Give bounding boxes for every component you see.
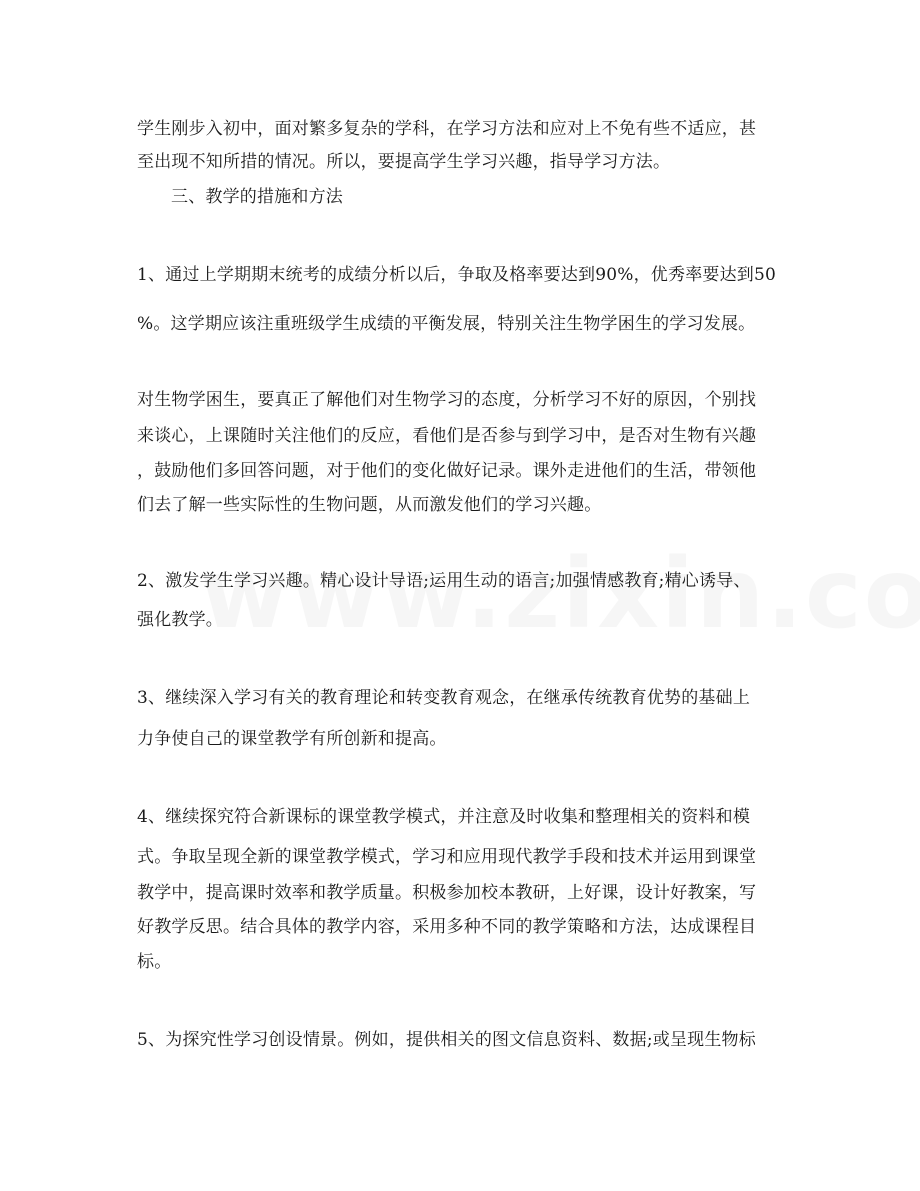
text-line: 3、继续深入学习有关的教育理论和转变教育观念，在继承传统教育优势的基础上 xyxy=(137,688,751,708)
text-line: 2、激发学生学习兴趣。精心设计导语;运用生动的语言;加强情感教育;精心诱导、 xyxy=(137,571,751,591)
watermark xyxy=(200,538,760,650)
text-line: 们去了解一些实际性的生物问题，从而激发他们的学习兴趣。 xyxy=(137,495,602,515)
text-line: 力争使自己的课堂教学有所创新和提高。 xyxy=(137,729,447,749)
text-line: 式。争取呈现全新的课堂教学模式，学习和应用现代教学手段和技术并运用到课堂 xyxy=(137,847,757,867)
section-heading: 三、教学的措施和方法 xyxy=(171,187,343,207)
text-line: 至出现不知所措的情况。所以，要提高学生学习兴趣，指导学习方法。 xyxy=(137,152,671,172)
text-line: %。这学期应该注重班级学生成绩的平衡发展，特别关注生物学困生的学习发展。 xyxy=(137,314,756,334)
text-line: 标。 xyxy=(137,952,172,972)
text-line: ，鼓励他们多回答问题，对于他们的变化做好记录。课外走进他们的生活，带领他 xyxy=(137,461,757,481)
text-line: 强化教学。 xyxy=(137,610,223,630)
text-line: 学生刚步入初中，面对繁多复杂的学科，在学习方法和应对上不免有些不适应，甚 xyxy=(137,119,757,139)
text-line: 好教学反思。结合具体的教学内容，采用多种不同的教学策略和方法，达成课程目 xyxy=(137,917,757,937)
text-line: 4、继续探究符合新课标的课堂教学模式，并注意及时收集和整理相关的资料和模 xyxy=(137,807,751,827)
text-line: 来谈心，上课随时关注他们的反应，看他们是否参与到学习中，是否对生物有兴趣 xyxy=(137,426,757,446)
text-line: 1、通过上学期期末统考的成绩分析以后，争取及格率要达到90%，优秀率要达到50 xyxy=(137,265,777,285)
text-line: 5、为探究性学习创设情景。例如，提供相关的图文信息资料、数据;或呈现生物标 xyxy=(137,1030,756,1050)
text-line: 对生物学困生，要真正了解他们对生物学习的态度，分析学习不好的原因，个别找 xyxy=(137,390,757,410)
text-line: 教学中，提高课时效率和教学质量。积极参加校本教研，上好课，设计好教案，写 xyxy=(137,883,757,903)
